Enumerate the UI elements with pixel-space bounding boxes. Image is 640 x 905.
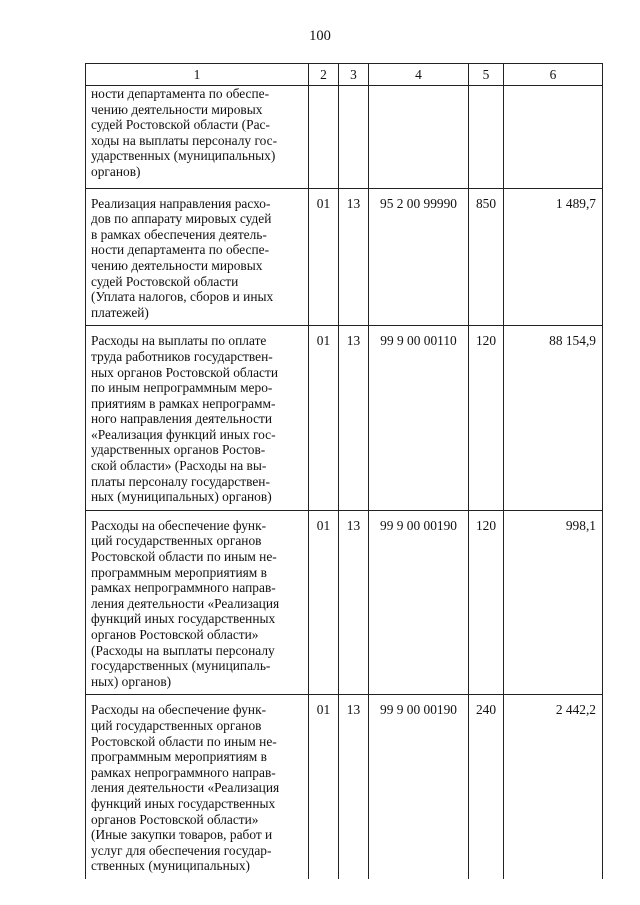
row-description	[86, 510, 309, 695]
column-header: 4	[369, 64, 469, 86]
expense-type-code	[469, 86, 504, 189]
description-line: в рамках обеспечения деятель-	[91, 226, 267, 242]
description-line: ности департамента по обеспе-	[91, 86, 270, 101]
target-article-code: 99 9 00 00110	[369, 326, 469, 511]
description-line: платы персоналу государствен-	[91, 473, 270, 489]
expense-type-code: 850	[469, 188, 504, 326]
amount: 2 442,2	[504, 695, 603, 879]
description-line: ской области» (Расходы на вы-	[91, 458, 267, 474]
expense-type-code: 120	[469, 326, 504, 511]
amount	[504, 86, 603, 189]
description-line: чению деятельности мировых	[91, 257, 263, 273]
table-row	[86, 86, 603, 189]
description-line: органов)	[91, 163, 141, 179]
subsection-code: 13	[339, 188, 369, 326]
description-line: приятиям в рамках непрограмм-	[91, 395, 276, 411]
column-header: 3	[339, 64, 369, 86]
description-line: программным мероприятиям в	[91, 749, 267, 765]
description-line: Расходы на обеспечение функ-	[91, 517, 267, 533]
description-line: функций иных государственных	[91, 611, 276, 627]
section-code: 01	[309, 695, 339, 879]
column-header: 2	[309, 64, 339, 86]
description-line: ления деятельности «Реализация	[91, 780, 280, 796]
description-line: «Реализация функций иных гос-	[91, 426, 276, 442]
description-line: ных органов Ростовской области	[91, 364, 279, 380]
description-line: (Расходы на выплаты персоналу	[91, 642, 275, 658]
description-line: программным мероприятиям в	[91, 564, 267, 580]
description-line: (Иные закупки товаров, работ и	[91, 827, 273, 843]
row-description	[86, 86, 309, 189]
target-article-code: 95 2 00 99990	[369, 188, 469, 326]
description-line: функций иных государственных	[91, 795, 276, 811]
expense-type-code: 120	[469, 510, 504, 695]
budget-table	[85, 63, 603, 879]
description-line: (Уплата налогов, сборов и иных	[91, 289, 274, 305]
description-line: ций государственных органов	[91, 533, 262, 549]
target-article-code: 99 9 00 00190	[369, 695, 469, 879]
expense-type-code: 240	[469, 695, 504, 879]
subsection-code: 13	[339, 510, 369, 695]
table-row	[86, 326, 603, 511]
table-row	[86, 510, 603, 695]
description-line: ций государственных органов	[91, 717, 262, 733]
description-line: дов по аппарату мировых судей	[91, 211, 272, 227]
description-line: ударственных органов Ростов-	[91, 442, 266, 458]
column-header: 1	[86, 64, 309, 86]
subsection-code: 13	[339, 695, 369, 879]
table-row	[86, 188, 603, 326]
description-line: ления деятельности «Реализация	[91, 595, 280, 611]
table-row	[86, 695, 603, 879]
description-line: ходы на выплаты персоналу гос-	[91, 132, 278, 148]
description-line: услуг для обеспечения государ-	[91, 842, 272, 858]
column-header: 6	[504, 64, 603, 86]
description-line: ственных (муниципальных)	[91, 858, 250, 874]
description-line: Ростовской области по иным не-	[91, 549, 277, 565]
description-line: ного направления деятельности	[91, 411, 273, 427]
section-code: 01	[309, 326, 339, 511]
row-description	[86, 695, 309, 879]
description-line: ности департамента по обеспе-	[91, 242, 270, 258]
page-number: 100	[309, 28, 331, 44]
subsection-code: 13	[339, 326, 369, 511]
description-line: рамках непрограммного направ-	[91, 764, 276, 780]
amount: 998,1	[504, 510, 603, 695]
target-article-code	[369, 86, 469, 189]
amount: 88 154,9	[504, 326, 603, 511]
table-header-row	[86, 64, 603, 86]
description-line: чению деятельности мировых	[91, 101, 263, 117]
section-code	[309, 86, 339, 189]
description-line: судей Ростовской области (Рас-	[91, 117, 270, 133]
description-line: платежей)	[91, 304, 149, 320]
description-line: ударственных (муниципальных)	[91, 148, 276, 164]
description-line: по иным непрограммным меро-	[91, 380, 273, 396]
description-line: Ростовской области по иным не-	[91, 733, 277, 749]
description-line: Расходы на выплаты по оплате	[91, 333, 267, 349]
description-line: Расходы на обеспечение функ-	[91, 702, 267, 718]
description-line: труда работников государствен-	[91, 348, 273, 364]
amount: 1 489,7	[504, 188, 603, 326]
description-line: государственных (муниципаль-	[91, 658, 271, 674]
description-line: органов Ростовской области»	[91, 627, 259, 642]
column-header: 5	[469, 64, 504, 86]
description-line: ных (муниципальных) органов)	[91, 489, 272, 505]
target-article-code: 99 9 00 00190	[369, 510, 469, 695]
subsection-code	[339, 86, 369, 189]
row-description	[86, 188, 309, 326]
section-code: 01	[309, 188, 339, 326]
description-line: органов Ростовской области»	[91, 811, 259, 827]
description-line: ных) органов)	[91, 673, 172, 689]
description-line: рамках непрограммного направ-	[91, 580, 276, 596]
description-line: Реализация направления расхо-	[91, 195, 271, 211]
section-code: 01	[309, 510, 339, 695]
description-line: судей Ростовской области	[91, 273, 239, 289]
row-description	[86, 326, 309, 511]
